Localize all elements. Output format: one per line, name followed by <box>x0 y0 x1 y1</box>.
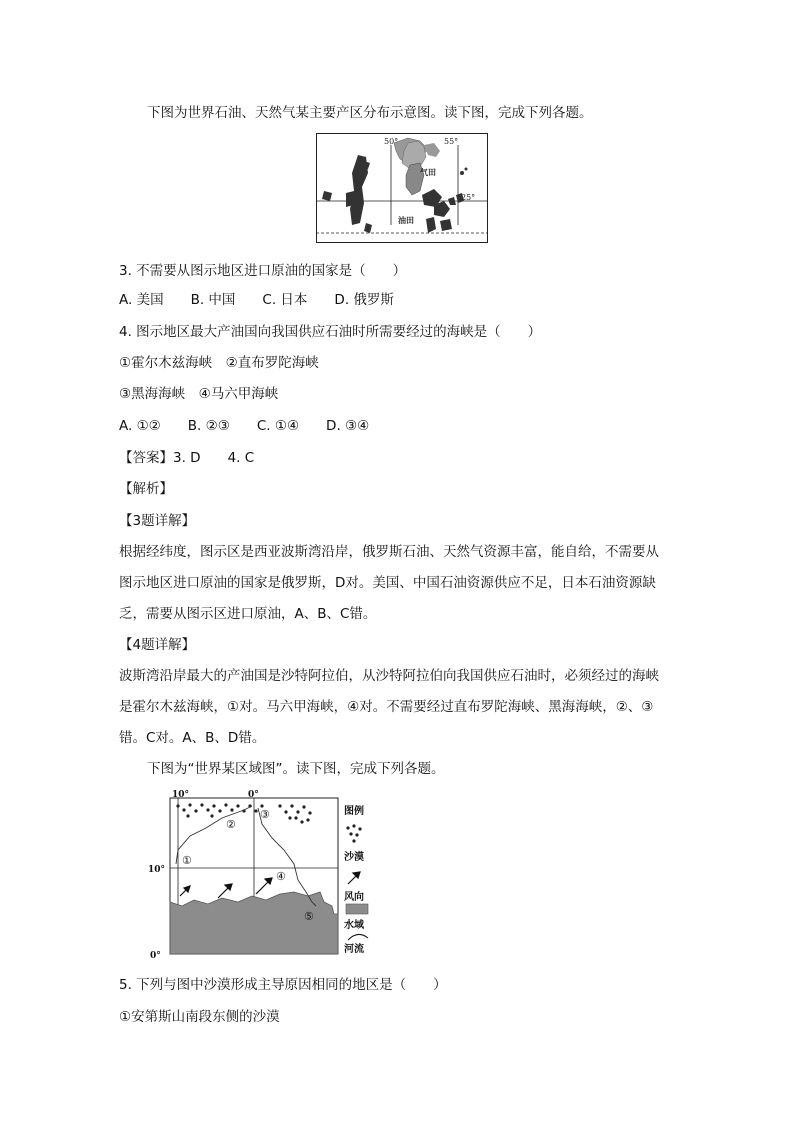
mark-3: ③ <box>260 808 270 821</box>
detail3-heading: 【3题详解】 <box>119 513 196 529</box>
legend-title: 图例 <box>344 806 364 817</box>
lon-0-label: 0° <box>248 790 259 800</box>
legend-desert-icon <box>346 824 361 842</box>
lat-10-label: 10° <box>148 865 166 875</box>
detail3-text-2: 图示地区进口原油的国家是俄罗斯，D对。美国、中国石油资源供应不足，日本石油资源缺 <box>119 575 656 591</box>
mark-1: ① <box>182 854 192 867</box>
q3-options: A. 美国 B. 中国 C. 日本 D. 俄罗斯 <box>119 292 394 308</box>
gas-field-label: 气田 <box>420 167 436 177</box>
lon-50-label: 50° <box>384 137 399 146</box>
detail4-text-2: 是霍尔木兹海峡，①对。马六甲海峡，④对。不需要经过直布罗陀海峡、黑海海峡，②、③ <box>119 699 654 715</box>
lat-25-label: 25° <box>461 193 476 202</box>
oil-gas-map <box>316 133 488 243</box>
detail3-text-1: 根据经纬度，图示区是西亚波斯湾沿岸，俄罗斯石油、天然气资源丰富，能自给，不需要从 <box>119 544 659 560</box>
q5-choice-line1: ①安第斯山南段东侧的沙漠 <box>119 1009 280 1025</box>
detail3-text-3: 乏，需要从图示区进口原油，A、B、C错。 <box>119 606 377 622</box>
sea-area <box>170 892 338 954</box>
q4-choice-line1: ①霍尔木兹海峡 ②直布罗陀海峡 <box>119 355 319 371</box>
answer-line: 【答案】3. D 4. C <box>119 450 255 466</box>
legend-river-icon <box>348 934 368 940</box>
legend-wind-label: 风向 <box>344 892 364 903</box>
analysis-heading: 【解析】 <box>119 481 173 497</box>
mark-4: ④ <box>276 870 286 883</box>
detail4-text-1: 波斯湾沿岸最大的产油国是沙特阿拉伯，从沙特阿拉伯向我国供应石油时，必须经过的海峡 <box>119 668 659 684</box>
legend-wind-icon <box>348 872 360 884</box>
detail4-text-3: 错。C对。A、B、D错。 <box>119 730 266 746</box>
legend-water-icon <box>346 904 368 914</box>
intro-text-2: 下图为“世界某区域图”。读下图，完成下列各题。 <box>147 761 445 777</box>
lon-55-label: 55° <box>444 137 459 146</box>
legend-water-label: 水域 <box>344 920 364 931</box>
q4-choice-line2: ③黑海海峡 ④马六甲海峡 <box>119 386 279 402</box>
q4-stem: 4. 图示地区最大产油国向我国供应石油时所需要经过的海峡是（ ） <box>119 324 542 340</box>
q3-stem: 3. 不需要从图示地区进口原油的国家是（ ） <box>119 263 407 279</box>
detail4-heading: 【4题详解】 <box>119 637 196 653</box>
mark-2: ② <box>226 818 236 831</box>
mark-5: ⑤ <box>304 910 314 923</box>
lat-0-label: 0° <box>150 951 161 960</box>
oil-field <box>346 191 354 207</box>
q4-options: A. ①② B. ②③ C. ①④ D. ③④ <box>119 418 370 434</box>
oil-field <box>440 219 452 231</box>
region-map <box>148 788 384 960</box>
intro-text-1: 下图为世界石油、天然气某主要产区分布示意图。读下图，完成下列各题。 <box>147 105 593 121</box>
legend-river-label: 河流 <box>344 944 364 955</box>
oil-field-label: 油田 <box>398 215 414 225</box>
lon-10-label: 10° <box>172 790 190 800</box>
legend-desert-label: 沙漠 <box>344 852 364 863</box>
q5-stem: 5. 下列与图中沙漠形成主导原因相同的地区是（ ） <box>119 977 447 993</box>
